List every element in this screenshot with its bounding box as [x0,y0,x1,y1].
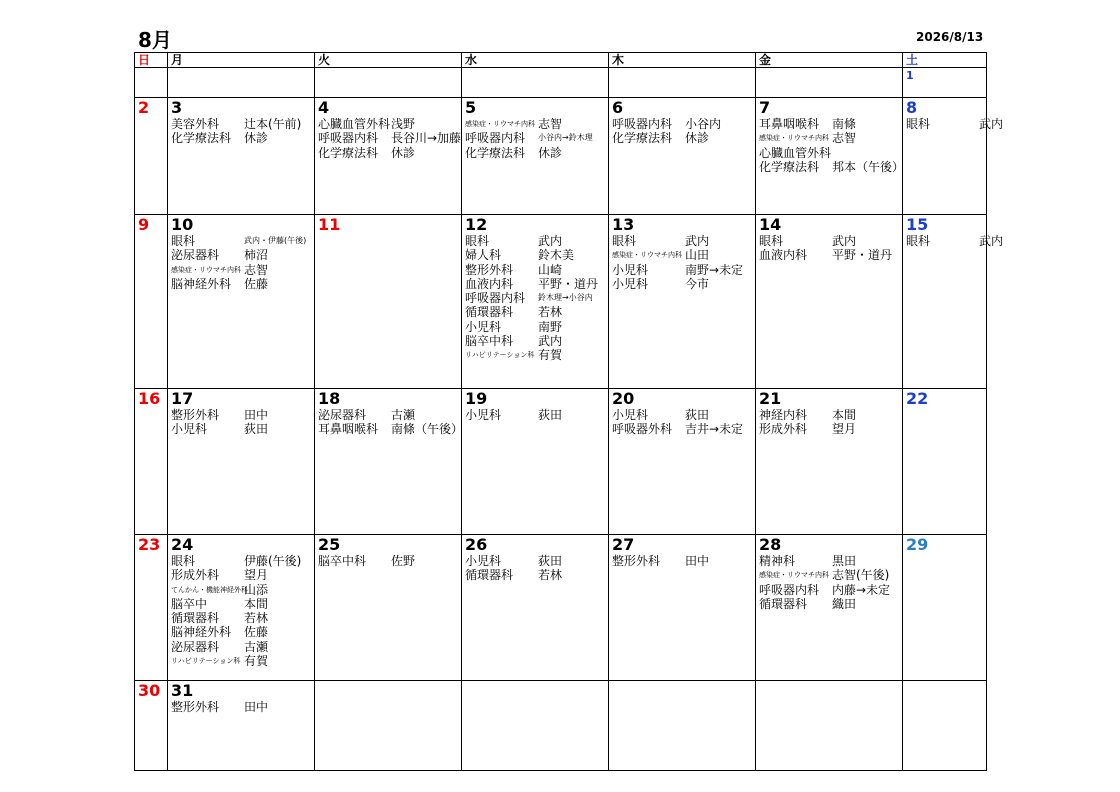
department-label: 眼科 [465,234,490,248]
schedule-entry [465,234,608,248]
day-number: 10 [171,215,194,234]
schedule-entry [465,131,608,145]
day-cell [168,389,315,535]
day-number: 29 [906,535,929,554]
schedule-entry [759,234,902,248]
schedule-entry [171,131,314,145]
department-label: 化学療法科 [759,159,820,174]
day-cell [756,681,903,771]
department-label: 形成外科 [171,568,220,583]
week-row [135,535,987,681]
day-number: 20 [612,389,635,408]
schedule-entry [318,554,461,568]
schedule-entry [171,554,314,568]
schedule-entry [171,248,314,262]
day-cell [462,68,609,98]
day-number: 18 [318,389,341,408]
department-label: 整形外科 [171,700,220,714]
department-label: 感染症・リウマチ内科 [171,265,241,274]
schedule-entry [759,568,902,582]
doctor-label: 武内 [685,234,710,248]
department-label: 感染症・リウマチ内科 [612,251,682,260]
department-label: リハビリテーション科 [171,657,241,666]
department-label: 眼科 [759,234,784,248]
schedule-entry [612,117,755,131]
doctor-label: 望月 [832,422,857,437]
schedule-entry [759,422,902,436]
department-label: 循環器科 [465,305,514,320]
schedule-entry [171,640,314,654]
doctor-label: 南野→未定 [685,262,744,277]
print-date: 2026/8/13 [916,30,984,44]
doctor-label: 志智 [244,262,269,277]
day-cell [315,215,462,389]
department-label: 心臓血管外科 [759,145,832,160]
schedule-entry [318,422,464,437]
day-cell [315,535,462,681]
department-label: 循環器科 [171,611,220,626]
department-label: 脳卒中 [171,596,208,611]
schedule-entry [171,700,314,714]
schedule-entry [318,146,461,160]
schedule-entry [465,408,608,422]
doctor-label: 伊藤(午後) [244,554,302,568]
department-label: 呼吸器内科 [318,131,379,146]
day-cell [168,98,315,215]
calendar-grid [134,52,1004,771]
doctor-label: 武内 [979,234,1004,248]
day-cell [462,535,609,681]
day-number: 8 [906,98,918,117]
day-number: 3 [171,98,183,117]
day-number: 6 [612,98,624,117]
doctor-label: 浅野 [391,117,416,131]
day-cell [315,68,462,98]
doctor-label: 志智 [538,117,563,131]
schedule-entry [759,159,905,174]
department-label: 泌尿器科 [318,408,367,422]
day-cell [903,389,987,535]
day-number: 28 [759,535,782,554]
doctor-label: 山田 [685,248,710,263]
schedule-entry [465,334,608,348]
week-row [135,68,987,98]
schedule-entry [171,597,314,611]
department-label: リハビリテーション科 [465,351,535,360]
doctor-label: 鈴木理→小谷内 [538,293,593,303]
day-number: 14 [759,215,782,234]
calendar [134,52,1004,772]
day-cell [315,389,462,535]
department-label: 耳鼻咽喉科 [759,117,820,131]
schedule-entry [465,320,608,334]
day-number: 31 [171,681,194,700]
department-label: 小児科 [612,276,649,291]
doctor-label: 古瀬 [391,408,416,422]
department-label: 小児科 [612,262,649,277]
department-label: 小児科 [465,408,502,422]
department-label: 小児科 [465,554,502,568]
doctor-label: 休診 [685,131,710,146]
doctor-label: 古瀬 [244,639,269,654]
day-cell [903,681,987,771]
doctor-label: 有賀 [244,654,269,669]
department-label: 美容外科 [171,117,220,131]
doctor-label: 武内 [538,234,563,248]
schedule-entry [465,305,608,319]
day-cell [609,68,756,98]
department-label: 呼吸器外科 [612,422,673,437]
day-cell [135,389,168,535]
department-label: 脳神経外科 [171,276,232,291]
day-number: 27 [612,535,635,554]
day-number: 2 [138,98,150,117]
doctor-label: 休診 [391,145,416,160]
department-label: 泌尿器科 [171,639,220,654]
day-number: 26 [465,535,488,554]
day-cell [462,389,609,535]
day-cell [756,98,903,215]
day-cell [609,535,756,681]
doctor-label: 柿沼 [244,248,269,263]
schedule-entry [318,408,461,422]
day-cell [609,98,756,215]
schedule-entry [465,554,608,568]
day-cell [168,535,315,681]
schedule-entry [759,117,902,131]
day-number: 1 [906,69,914,82]
schedule-entry [465,277,608,291]
doctor-label: 南野 [538,319,563,334]
day-cell [903,535,987,681]
department-label: 化学療法科 [465,145,526,160]
weekday-wed: 水 [462,53,609,68]
schedule-entry [171,277,314,291]
day-cell [135,681,168,771]
department-label: 感染症・リウマチ内科 [465,120,535,128]
department-label: 小児科 [612,408,649,422]
schedule-entry [465,117,608,131]
doctor-label: 織田 [832,596,857,611]
doctor-label: 吉井→未定 [685,422,744,437]
department-label: 整形外科 [612,554,661,568]
department-label: 眼科 [906,117,931,131]
doctor-label: 辻本(午前) [244,117,302,131]
day-number: 7 [759,98,771,117]
department-label: 泌尿器科 [171,248,220,263]
schedule-entry [171,234,314,248]
weekday-thu: 木 [609,53,756,68]
doctor-label: 田中 [685,554,710,568]
day-cell [168,681,315,771]
doctor-label: 佐野 [391,554,416,568]
weekday-header [135,53,987,68]
day-cell [756,68,903,98]
day-number: 19 [465,389,488,408]
doctor-label: 山崎 [538,262,563,277]
day-number: 25 [318,535,341,554]
department-label: 眼科 [171,234,196,248]
department-label: 呼吸器内科 [465,131,526,146]
doctor-label: 荻田 [244,422,269,437]
department-label: 耳鼻咽喉科 [318,422,379,437]
department-label: 循環器科 [759,596,808,611]
doctor-label: 荻田 [685,408,710,422]
department-label: 精神科 [759,554,796,568]
week-row [135,389,987,535]
doctor-label: 平野・道丹 [832,248,893,263]
day-cell [756,535,903,681]
department-label: 眼科 [906,234,931,248]
day-number: 5 [465,98,477,117]
schedule-entry [612,234,755,248]
schedule-entry [171,611,314,625]
schedule-entry [171,422,314,436]
department-label: 血液内科 [759,248,808,263]
doctor-label: 本間 [244,596,269,611]
schedule-entry [759,583,902,597]
day-number: 30 [138,681,161,700]
day-cell [315,681,462,771]
day-number: 4 [318,98,330,117]
day-number: 12 [465,215,488,234]
department-label: 脳卒中科 [318,554,367,568]
schedule-entry [318,131,461,145]
day-cell [315,98,462,215]
department-label: 呼吸器内科 [759,582,820,597]
doctor-label: 長谷川→加藤 [391,131,462,146]
doctor-label: 若林 [244,611,269,626]
department-label: 化学療法科 [171,131,232,146]
doctor-label: 本間 [832,408,857,422]
day-cell [903,215,1004,389]
department-label: 脳神経外科 [171,625,232,640]
doctor-label: 小谷内→鈴木理 [538,133,593,143]
doctor-label: 武内・伊藤(午後) [244,236,307,245]
day-cell [135,68,168,98]
schedule-entry [612,408,755,422]
doctor-label: 休診 [538,145,563,160]
day-number: 21 [759,389,782,408]
schedule-entry [906,234,1004,248]
doctor-label: 武内 [979,117,1004,131]
doctor-label: 佐藤 [244,625,269,640]
doctor-label: 鈴木美 [538,248,575,263]
day-cell [756,389,903,535]
schedule-entry [759,248,902,262]
doctor-label: 若林 [538,305,563,320]
department-label: 化学療法科 [612,131,673,146]
schedule-entry [759,146,902,160]
day-cell [462,215,609,389]
department-label: 心臓血管外科 [318,117,391,131]
weekday-mon: 月 [168,53,315,68]
week-row [135,681,987,771]
doctor-label: 小谷内 [685,117,722,131]
day-cell [462,681,609,771]
schedule-entry [465,146,608,160]
schedule-entry [171,568,314,582]
weekday-tue: 火 [315,53,462,68]
schedule-entry [906,117,1004,131]
department-label: てんかん・機能神経外科 [171,585,248,594]
doctor-label: 武内 [538,334,563,349]
schedule-entry [465,348,608,362]
day-number: 17 [171,389,194,408]
week-row [135,98,987,215]
schedule-entry [171,625,314,639]
week-row [135,215,987,389]
department-label: 婦人科 [465,248,502,263]
schedule-entry [759,554,902,568]
day-number: 15 [906,215,929,234]
doctor-label: 南條（午後） [391,422,464,437]
day-cell [168,215,315,389]
schedule-entry [465,248,608,262]
doctor-label: 山添 [244,582,269,597]
department-label: 感染症・リウマチ内科 [759,134,829,143]
schedule-entry [171,263,314,277]
doctor-label: 黒田 [832,554,857,568]
doctor-label: 今市 [685,276,710,291]
doctor-label: 有賀 [538,348,563,363]
department-label: 脳卒中科 [465,334,514,349]
day-number: 16 [138,389,161,408]
schedule-entry [465,291,608,305]
day-number: 9 [138,215,150,234]
month-title: 8月 [138,28,172,52]
day-cell [135,535,168,681]
department-label: 眼科 [171,554,196,568]
day-number: 24 [171,535,194,554]
schedule-entry [171,654,314,668]
weekday-sun: 日 [135,53,168,68]
doctor-label: 望月 [244,568,269,583]
schedule-entry [759,408,902,422]
doctor-label: 荻田 [538,554,563,568]
day-cell [135,215,168,389]
department-label: 整形外科 [465,262,514,277]
day-number: 11 [318,215,341,234]
weekday-sat: 土 [903,53,987,68]
department-label: 小児科 [465,319,502,334]
day-cell [135,98,168,215]
day-cell [756,215,903,389]
schedule-entry [612,422,755,436]
doctor-label: 武内 [832,234,857,248]
schedule-entry [612,277,755,291]
department-label: 感染症・リウマチ内科 [759,571,829,580]
day-number: 13 [612,215,635,234]
day-cell [168,68,315,98]
schedule-entry [465,568,608,582]
doctor-label: 荻田 [538,408,563,422]
doctor-label: 内藤→未定 [832,582,891,597]
doctor-label: 南條 [832,117,857,131]
day-cell [609,215,756,389]
weekday-fri: 金 [756,53,903,68]
department-label: 呼吸器内科 [465,291,526,306]
day-cell [903,68,987,98]
doctor-label: 邦本（午後） [832,159,905,174]
department-label: 眼科 [612,234,637,248]
department-label: 形成外科 [759,422,808,437]
department-label: 神経内科 [759,408,808,422]
schedule-entry [612,248,755,262]
day-number: 22 [906,389,929,408]
doctor-label: 志智 [832,131,857,146]
day-cell [609,389,756,535]
schedule-entry [612,131,755,145]
doctor-label: 平野・道丹 [538,276,599,291]
doctor-label: 田中 [244,408,269,422]
schedule-entry [759,597,902,611]
department-label: 整形外科 [171,408,220,422]
department-label: 小児科 [171,422,208,437]
schedule-entry [759,131,902,145]
day-cell [462,98,609,215]
doctor-label: 田中 [244,700,269,714]
department-label: 化学療法科 [318,145,379,160]
schedule-entry [612,554,755,568]
department-label: 呼吸器内科 [612,117,673,131]
schedule-entry [171,117,314,131]
schedule-entry [465,263,608,277]
schedule-entry [318,117,461,131]
schedule-entry [612,263,755,277]
department-label: 血液内科 [465,276,514,291]
department-label: 循環器科 [465,568,514,583]
doctor-label: 休診 [244,131,269,146]
day-number: 23 [138,535,161,554]
doctor-label: 若林 [538,568,563,583]
doctor-label: 佐藤 [244,276,269,291]
doctor-label: 志智(午後) [832,568,890,583]
day-cell [903,98,1004,215]
schedule-entry [171,583,314,597]
schedule-entry [171,408,314,422]
day-cell [609,681,756,771]
